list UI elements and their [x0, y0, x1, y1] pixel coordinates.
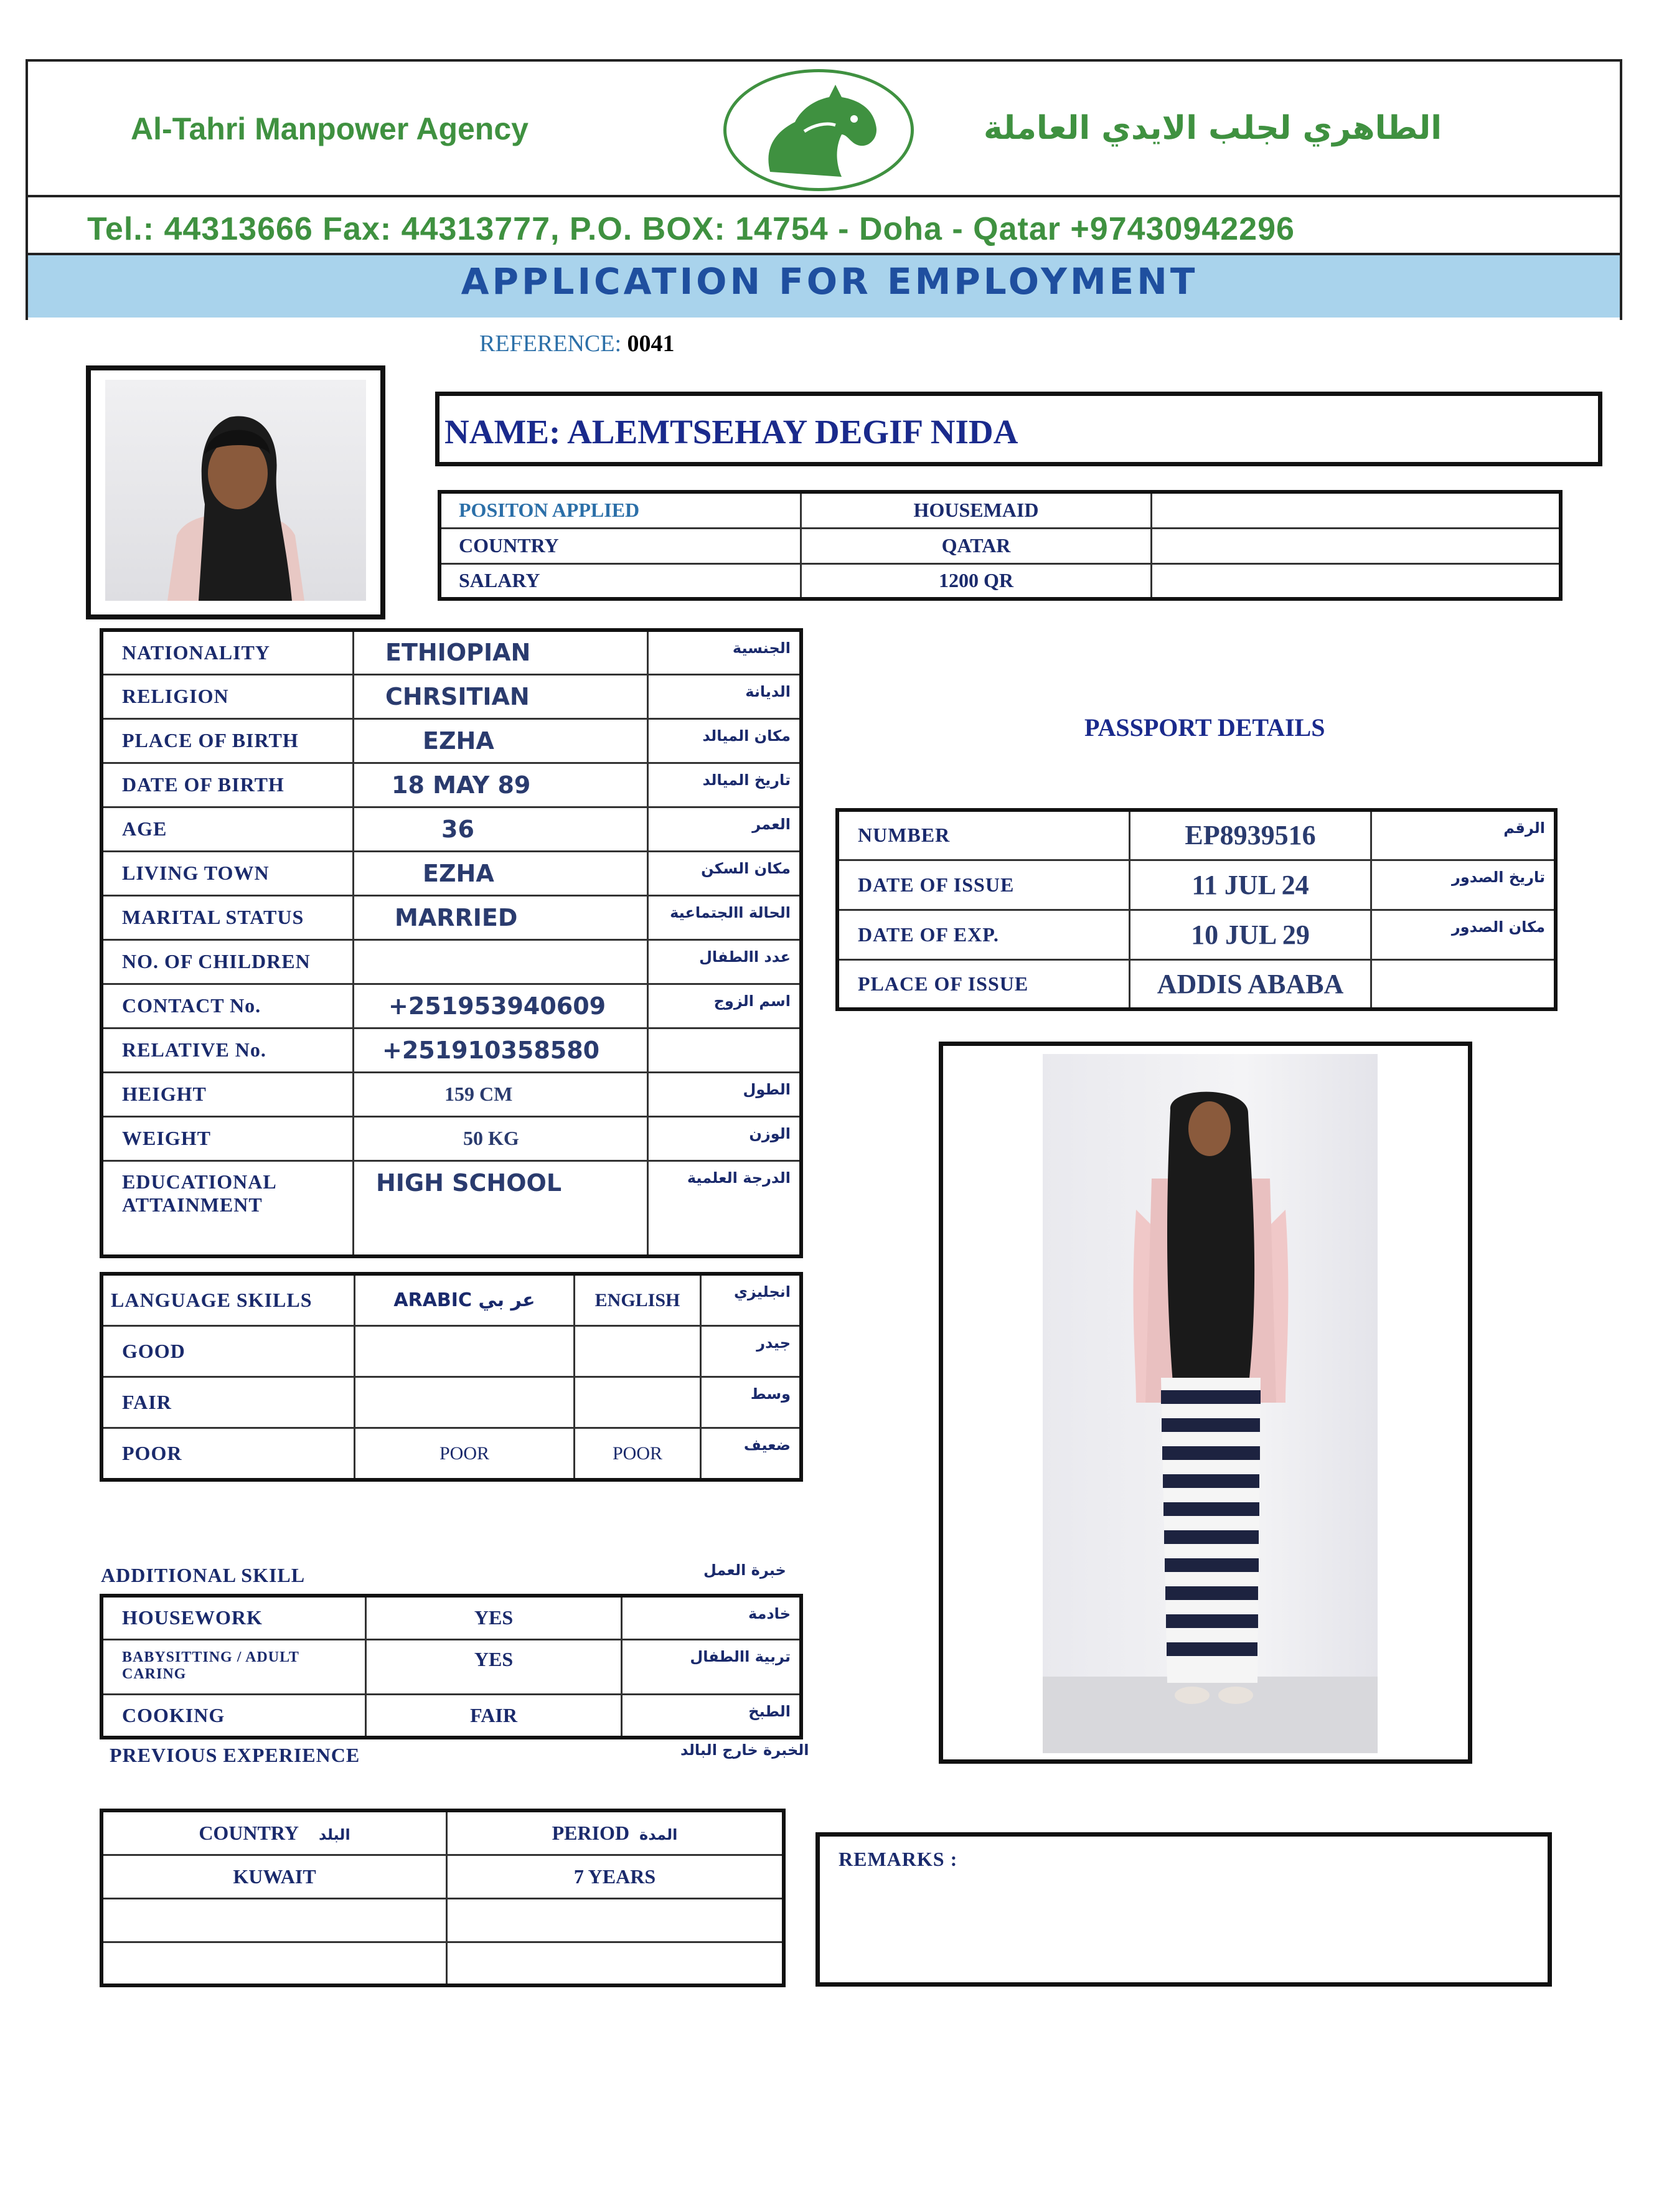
portrait-photo — [86, 365, 385, 619]
weight-label-ar: الوزن — [648, 1116, 802, 1160]
position-table — [438, 490, 1563, 601]
relative-number-value: +251910358580 — [354, 1028, 648, 1072]
country-label: COUNTRY — [439, 528, 801, 563]
period-column-header-ar: المدة — [639, 1825, 678, 1843]
country-value: QATAR — [801, 528, 1152, 563]
relative-number-label: RELATIVE No. — [101, 1028, 354, 1072]
striped-skirt — [1161, 1378, 1261, 1683]
housework-label-ar: خادمة — [622, 1596, 802, 1639]
education-value: HIGH SCHOOL — [354, 1160, 648, 1256]
cooking-label: COOKING — [101, 1694, 366, 1738]
babysitting-label-ar: تربية االطفال — [622, 1639, 802, 1694]
agency-name-arabic: الطاهري لجلب الايدي العاملة — [984, 110, 1442, 147]
form-title: APPLICATION FOR EMPLOYMENT — [461, 260, 1198, 303]
remarks-box — [815, 1832, 1552, 1987]
reference: REFERENCE: 0041 — [479, 331, 675, 357]
marital-status-label: MARITAL STATUS — [101, 895, 354, 939]
previous-experience-title-ar: الخبرة خارج البالد — [680, 1741, 809, 1759]
language-poor-label: POOR — [101, 1428, 355, 1480]
full-body-photo — [939, 1042, 1472, 1764]
salary-value: 1200 QR — [801, 563, 1152, 599]
marital-status-value: MARRIED — [354, 895, 648, 939]
position-value: HOUSEMAID — [801, 492, 1152, 528]
english-column-header-ar: انجليزي — [701, 1274, 802, 1326]
children-value — [354, 939, 648, 984]
passport-details-title: PASSPORT DETAILS — [1084, 713, 1325, 741]
nationality-label: NATIONALITY — [101, 630, 354, 674]
country-column-header-ar: البلد — [318, 1825, 350, 1843]
horse-logo-icon — [723, 69, 914, 191]
age-value: 36 — [354, 807, 648, 851]
personal-details-table — [100, 628, 803, 1258]
cooking-label-ar: الطبخ — [622, 1694, 802, 1738]
arabic-level-value: POOR — [355, 1428, 575, 1480]
additional-skills-table — [100, 1594, 803, 1739]
relative-number-label-ar — [648, 1028, 802, 1072]
english-column-header: ENGLISH — [575, 1274, 701, 1326]
language-fair-label: FAIR — [101, 1377, 355, 1428]
place-of-birth-label-ar: مكان الميالد — [648, 718, 802, 763]
banner-edge — [26, 311, 1622, 320]
experience-period: 7 YEARS — [447, 1855, 784, 1898]
housework-label: HOUSEWORK — [101, 1596, 366, 1639]
salary-label: SALARY — [439, 563, 801, 599]
experience-table — [100, 1809, 786, 1987]
applicant-name: NAME: ALEMTSEHAY DEGIF NIDA — [444, 413, 1018, 451]
expiry-date-label-ar: مكان الصدور — [1371, 910, 1556, 959]
religion-value: CHRSITIAN — [354, 674, 648, 718]
housework-value: YES — [366, 1596, 622, 1639]
agency-name: Al-Tahri Manpower Agency — [131, 111, 529, 146]
date-of-birth-value: 18 MAY 89 — [354, 763, 648, 807]
religion-label-ar: الديانة — [648, 674, 802, 718]
age-label: AGE — [101, 807, 354, 851]
period-column-header: PERIOD المدة — [447, 1810, 784, 1855]
children-label-ar: عدد االطفال — [648, 939, 802, 984]
english-level-value: POOR — [575, 1428, 701, 1480]
language-good-label: GOOD — [101, 1326, 355, 1377]
arabic-column-header: ARABIC عر بي — [355, 1274, 575, 1326]
expiry-date-label: DATE OF EXP. — [837, 910, 1130, 959]
issue-date-value: 11 JUL 24 — [1130, 860, 1371, 910]
previous-experience-title: PREVIOUS EXPERIENCE — [110, 1744, 360, 1766]
living-town-value: EZHA — [354, 851, 648, 895]
issue-date-label-ar: تاريخ الصدور — [1371, 860, 1556, 910]
passport-table — [835, 808, 1558, 1011]
date-of-birth-label-ar: تاريخ الميالد — [648, 763, 802, 807]
passport-number-label: NUMBER — [837, 810, 1130, 860]
babysitting-label: BABYSITTING / ADULT CARING — [101, 1639, 366, 1694]
height-label: HEIGHT — [101, 1072, 354, 1116]
position-label: POSITON APPLIED — [439, 492, 801, 528]
place-of-issue-label: PLACE OF ISSUE — [837, 959, 1130, 1009]
place-of-issue-value: ADDIS ABABA — [1130, 959, 1371, 1009]
applicant-name-box — [435, 392, 1602, 466]
language-skills-label: LANGUAGE SKILLS — [101, 1274, 355, 1326]
additional-skill-title-ar: خبرة العمل — [703, 1561, 786, 1579]
date-of-birth-label: DATE OF BIRTH — [101, 763, 354, 807]
experience-country: KUWAIT — [101, 1855, 447, 1898]
children-label: NO. OF CHILDREN — [101, 939, 354, 984]
height-label-ar: الطول — [648, 1072, 802, 1116]
issue-date-label: DATE OF ISSUE — [837, 860, 1130, 910]
remarks-label: REMARKS : — [839, 1848, 958, 1870]
expiry-date-value: 10 JUL 29 — [1130, 910, 1371, 959]
additional-skill-title: ADDITIONAL SKILL — [101, 1564, 306, 1586]
contact-line: Tel.: 44313666 Fax: 44313777, P.O. BOX: 14754 - Doha - Qatar +97430942296 — [87, 211, 1295, 247]
nationality-label-ar: الجنسية — [648, 630, 802, 674]
language-skills-table — [100, 1272, 803, 1482]
place-of-issue-label-ar — [1371, 959, 1556, 1009]
religion-label: RELIGION — [101, 674, 354, 718]
contact-number-label-ar: اسم الزوج — [648, 984, 802, 1028]
education-label-ar: الدرجة العلمية — [648, 1160, 802, 1256]
age-label-ar: العمر — [648, 807, 802, 851]
place-of-birth-value: EZHA — [354, 718, 648, 763]
weight-value: 50 KG — [354, 1116, 648, 1160]
height-value: 159 CM — [354, 1072, 648, 1116]
reference-number: 0041 — [627, 331, 675, 357]
education-label: EDUCATIONAL ATTAINMENT — [101, 1160, 354, 1256]
language-fair-label-ar: وسط — [701, 1377, 802, 1428]
nationality-value: ETHIOPIAN — [354, 630, 648, 674]
babysitting-value: YES — [366, 1639, 622, 1694]
living-town-label: LIVING TOWN — [101, 851, 354, 895]
passport-number-label-ar: الرقم — [1371, 810, 1556, 860]
country-column-header: COUNTRY البلد — [101, 1810, 447, 1855]
marital-status-label-ar: الحالة االجتماعية — [648, 895, 802, 939]
living-town-label-ar: مكان السكن — [648, 851, 802, 895]
language-good-label-ar: جيدر — [701, 1326, 802, 1377]
passport-number-value: EP8939516 — [1130, 810, 1371, 860]
contact-number-value: +251953940609 — [354, 984, 648, 1028]
contact-number-label: CONTACT No. — [101, 984, 354, 1028]
weight-label: WEIGHT — [101, 1116, 354, 1160]
place-of-birth-label: PLACE OF BIRTH — [101, 718, 354, 763]
language-poor-label-ar: ضعيف — [701, 1428, 802, 1480]
cooking-value: FAIR — [366, 1694, 622, 1738]
